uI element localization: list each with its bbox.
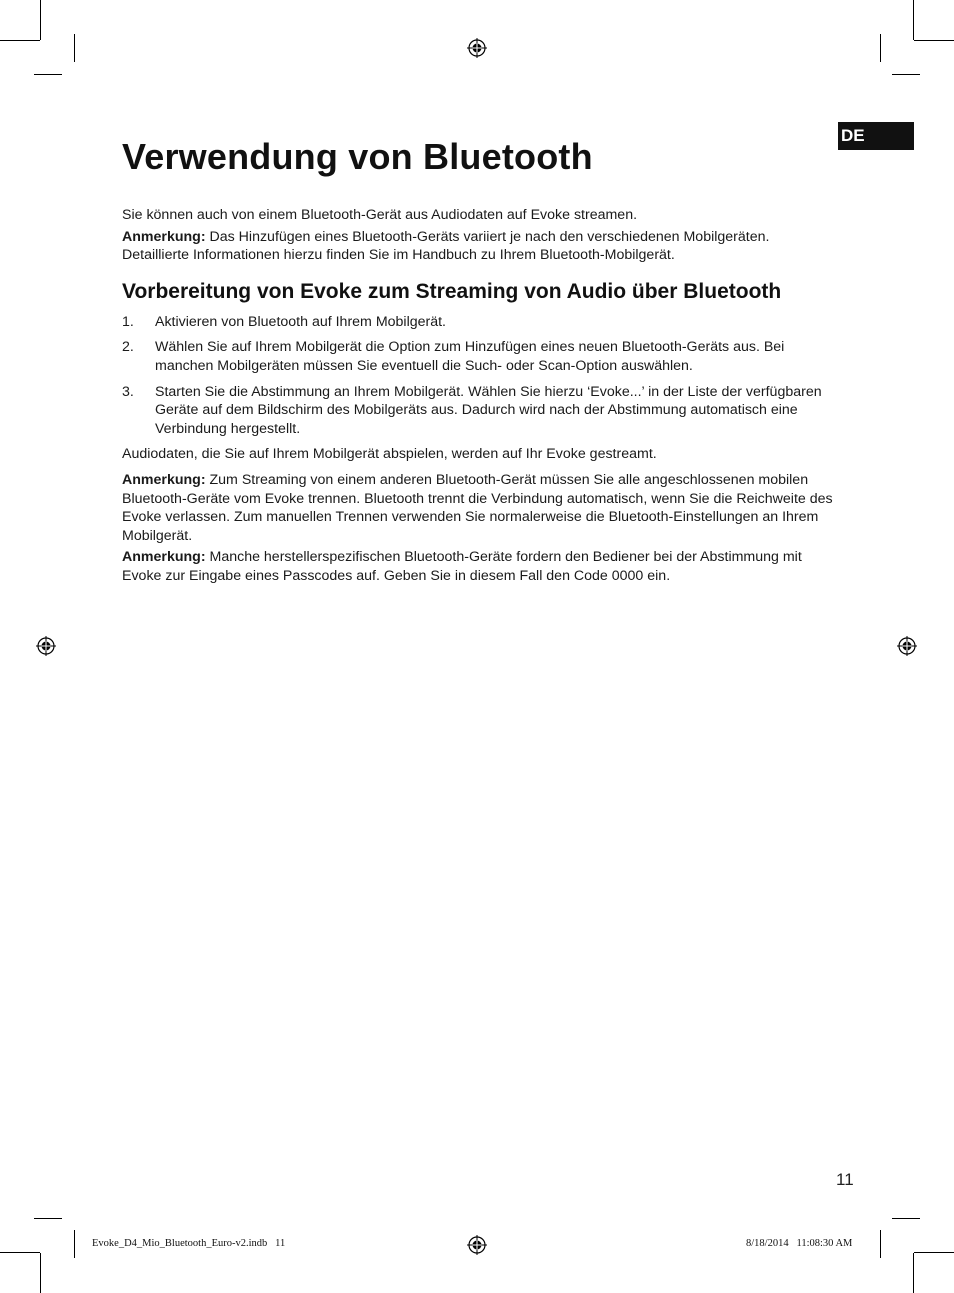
note-label: Anmerkung:	[122, 228, 206, 245]
crop-mark	[880, 34, 881, 62]
note-label: Anmerkung:	[122, 471, 206, 488]
crop-mark	[40, 0, 41, 40]
after-steps-paragraph: Audiodaten, die Sie auf Ihrem Mobilgerät abspielen, werden auf Ihr Evoke gestreamt.	[122, 446, 657, 463]
list-item	[122, 338, 834, 375]
crop-mark	[0, 1252, 40, 1253]
step-text: Aktivieren von Bluetooth auf Ihrem Mobilgerät.	[155, 313, 446, 330]
crop-mark	[74, 34, 75, 62]
note-text: Zum Streaming von einem anderen Bluetooth-Gerät müssen Sie alle angeschlossenen mobilen Bluetooth-Geräte vom Evoke trennen. Bluetooth trennt die Verbindung automatisch, wenn Sie die Reichweite des Evoke verlassen. Zum manuellen Trennen verwenden Sie normalerweise die Bluetooth-Einstellungen an Ihrem Mobilgerät.	[122, 471, 833, 544]
document-body	[122, 206, 834, 586]
print-slug-date: 8/18/2014 11:08:30 AM	[746, 1238, 853, 1249]
crop-mark	[74, 1230, 75, 1258]
page-title: Verwendung von Bluetooth	[122, 136, 593, 178]
intro-paragraph: Sie können auch von einem Bluetooth-Gerät aus Audiodaten auf Evoke streamen.	[122, 207, 638, 223]
page-number: 11	[836, 1170, 854, 1189]
registration-mark-icon	[36, 636, 56, 656]
language-badge: DE	[838, 122, 914, 150]
crop-mark	[40, 1253, 41, 1293]
step-text: Starten Sie die Abstimmung an Ihrem Mobilgerät. Wählen Sie hierzu ‘Evoke...’ in der Liste der verfügbaren Geräte auf dem Bildschirm des Mobilgeräts aus. Dadurch wird nach der Abstimmung automatisch eine Verbindung hergestellt.	[155, 383, 822, 437]
registration-mark-icon	[467, 38, 487, 58]
note-text: Das Hinzufügen eines Bluetooth-Geräts variiert je nach den verschiedenen Mobilgeräten. Detaillierte Informationen hierzu finden Sie im Handbuch zu Ihrem Bluetooth-Mobilgerät.	[122, 228, 770, 264]
step-number: 3.	[122, 383, 134, 400]
list-item	[122, 383, 834, 439]
steps-list	[122, 313, 834, 439]
registration-mark-icon	[467, 1235, 487, 1255]
step-number: 2.	[122, 339, 134, 356]
crop-mark	[913, 0, 914, 40]
note-label: Anmerkung:	[122, 549, 206, 566]
note-paragraph	[122, 548, 834, 585]
crop-mark	[892, 74, 920, 75]
step-text: Wählen Sie auf Ihrem Mobilgerät die Option zum Hinzufügen eines neuen Bluetooth-Geräts aus. Bei manchen Mobilgeräten müssen Sie eventuell die Such- oder Scan-Option auswählen.	[155, 339, 785, 374]
crop-mark	[892, 1218, 920, 1219]
crop-mark	[914, 40, 954, 41]
section-heading: Vorbereitung von Evoke zum Streaming von Audio über Bluetooth	[122, 279, 782, 303]
registration-mark-icon	[897, 636, 917, 656]
step-number: 1.	[122, 313, 134, 330]
print-slug-file: Evoke_D4_Mio_Bluetooth_Euro-v2.indb 11	[92, 1238, 286, 1249]
note-paragraph	[122, 471, 834, 545]
crop-mark	[913, 1253, 914, 1293]
list-item	[122, 313, 834, 332]
crop-mark	[34, 74, 62, 75]
note-text: Manche herstellerspezifischen Bluetooth-Geräte fordern den Bediener bei der Abstimmung mit Evoke zur Eingabe eines Passcodes auf. Geben Sie in diesem Fall den Code 0000 ein.	[122, 549, 802, 584]
note-paragraph	[122, 228, 834, 265]
crop-mark	[34, 1218, 62, 1219]
crop-mark	[914, 1252, 954, 1253]
crop-mark	[0, 40, 40, 41]
crop-mark	[880, 1230, 881, 1258]
